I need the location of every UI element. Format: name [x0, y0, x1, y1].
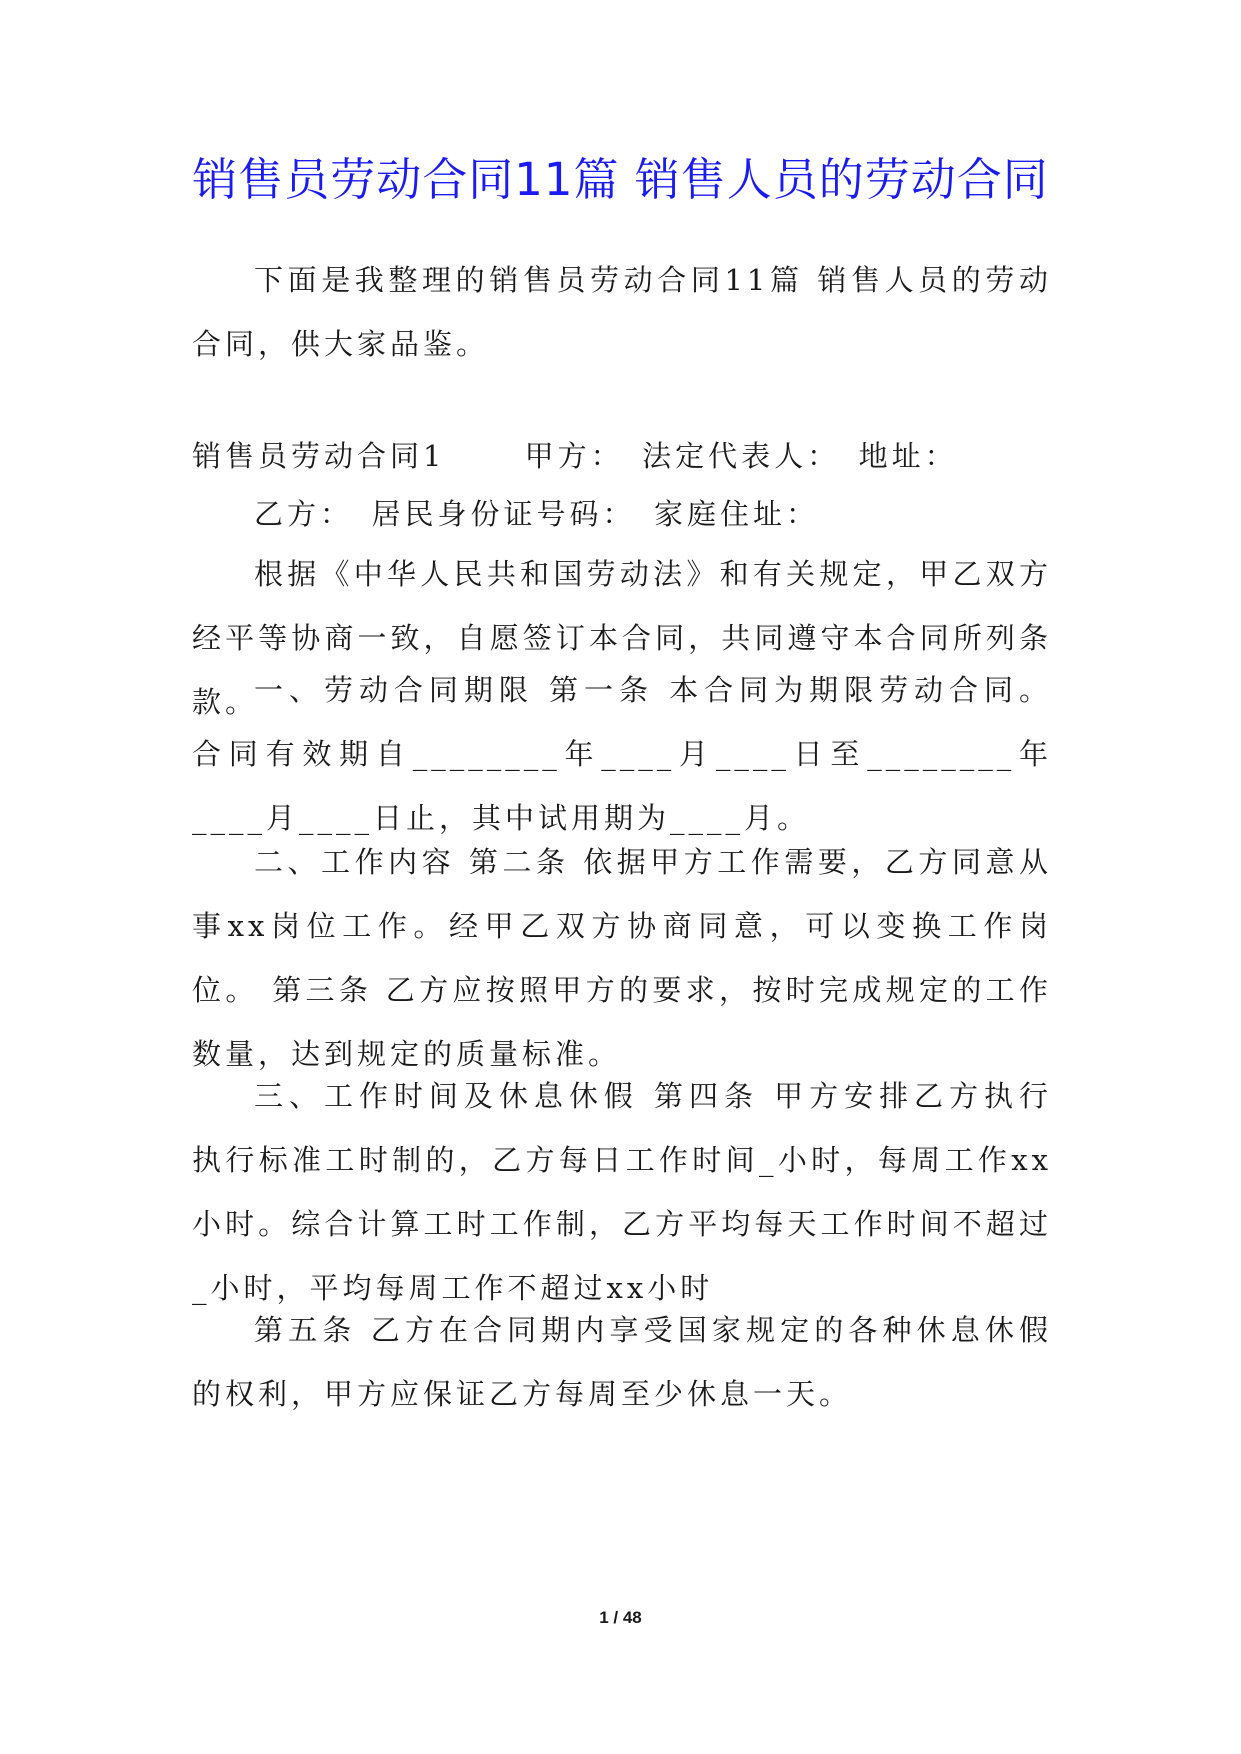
intro-paragraph: 下面是我整理的销售员劳动合同11篇 销售人员的劳动合同，供大家品鉴。 — [192, 263, 1052, 361]
basis-paragraph: 根据《中华人民共和国劳动法》和有关规定，甲乙双方经平等协商一致，自愿签订本合同，共同遵守本合同所列条款。 — [192, 557, 1052, 719]
contract-heading: 销售员劳动合同1 甲方： 法定代表人： 地址： — [192, 439, 958, 473]
work-content-paragraph: 二、工作内容 第二条 依据甲方工作需要，乙方同意从事xx岗位工作。经甲乙双方协商同意，可以变换工作岗位。 第三条 乙方应按照甲方的要求，按时完成规定的工作数量，达到规定的质量标准。 — [192, 845, 1052, 1071]
term-paragraph: 一、劳动合同期限 第一条 本合同为期限劳动合同。 合同有效期自________年____月____日至________年____月____日止，其中试用期为____月。 — [192, 673, 1052, 835]
page-number: 1 / 48 — [599, 1608, 642, 1627]
work-hours-paragraph: 三、工作时间及休息休假 第四条 甲方安排乙方执行 执行标准工时制的，乙方每日工作时间_小时，每周工作xx小时。综合计算工时工作制，乙方平均每天工作时间不超过_小时，平均每周工作不超过xx小时 — [192, 1079, 1052, 1305]
party-b-line: 乙方： 居民身份证号码： 家庭住址： — [254, 497, 820, 531]
document-title: 销售员劳动合同11篇 销售人员的劳动合同 — [192, 153, 1049, 206]
rest-paragraph: 第五条 乙方在合同期内享受国家规定的各种休息休假的权利，甲方应保证乙方每周至少休息一天。 — [192, 1313, 1052, 1411]
